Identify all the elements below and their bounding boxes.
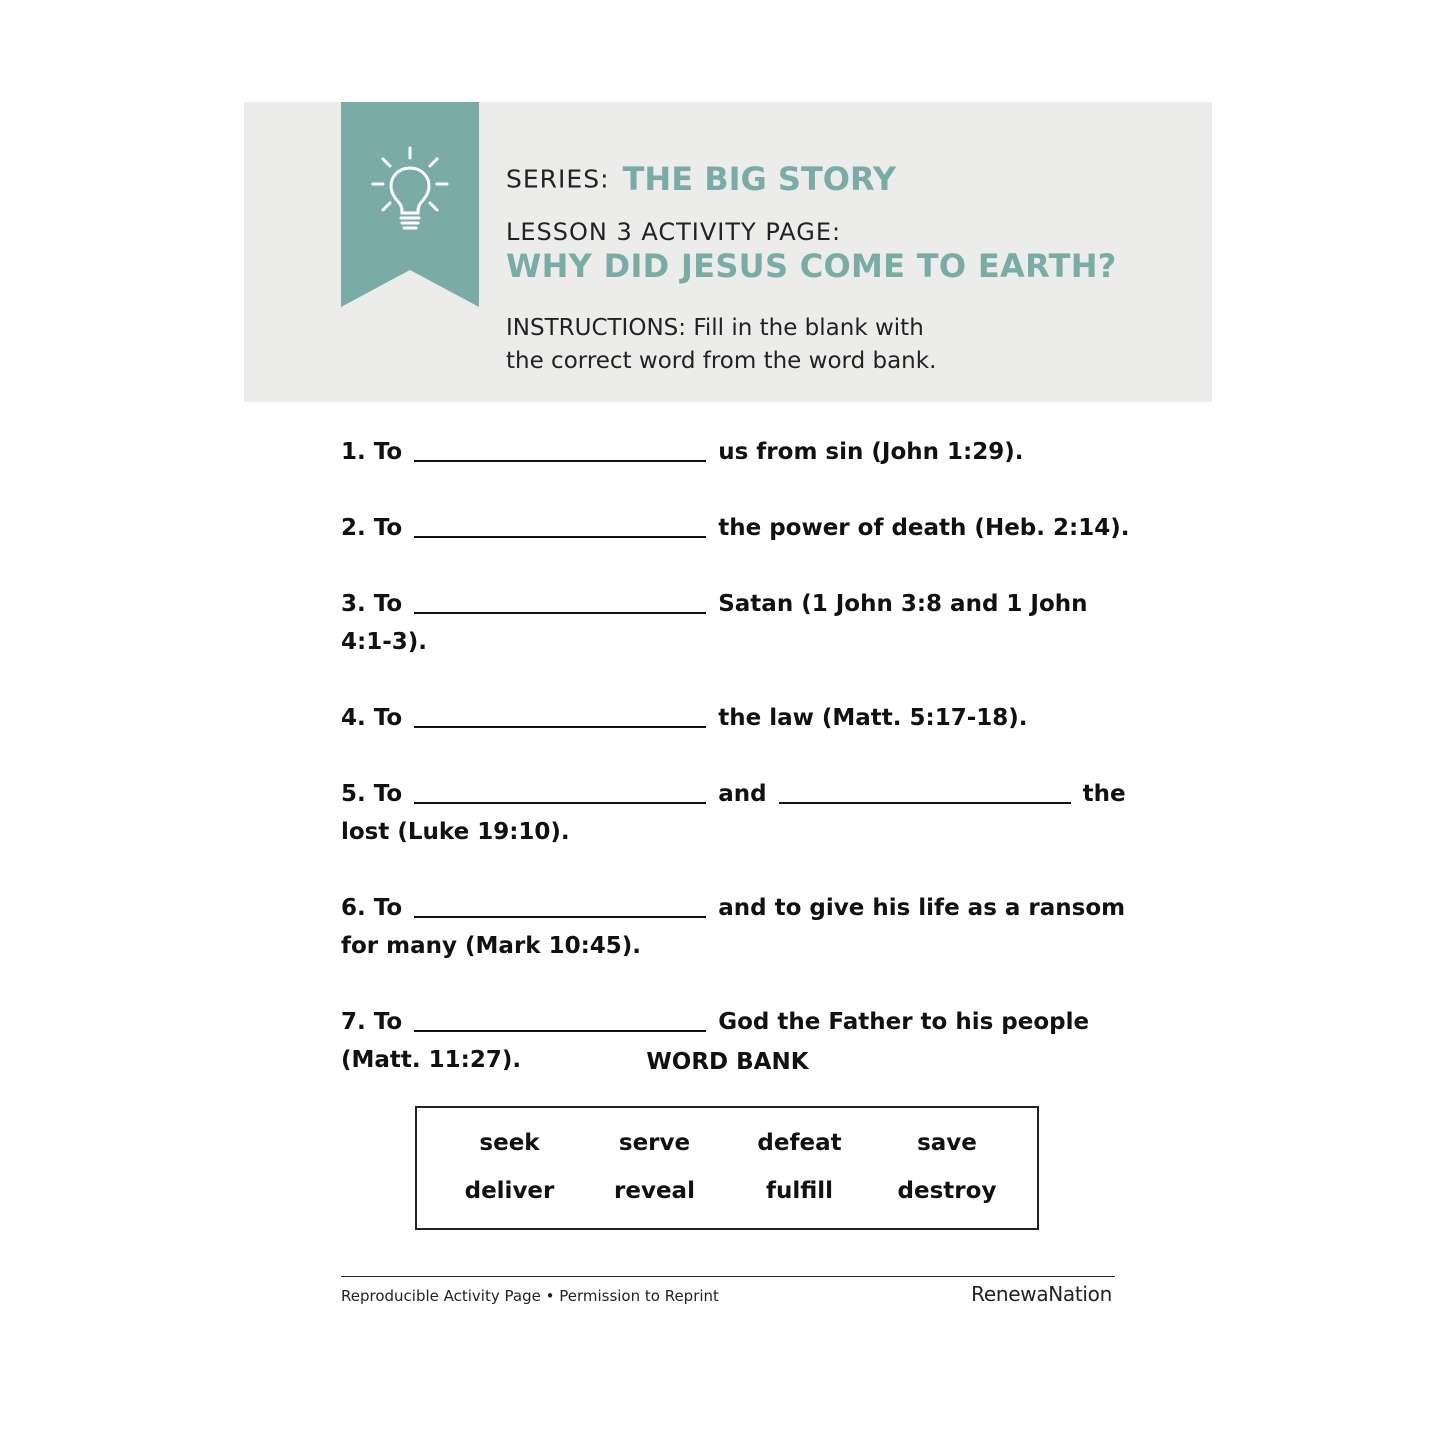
word-bank-word: fulfill [765, 1178, 834, 1204]
series-line [506, 160, 896, 198]
question-suffix: God the Father to his people (Matt. 11:27). [341, 1009, 1090, 1073]
brand-logo: RenewaNation [971, 1282, 1112, 1306]
word-bank-word: destroy [897, 1178, 997, 1204]
question-suffix: the power of death (Heb. 2:14). [718, 515, 1130, 541]
answer-blank[interactable] [414, 586, 706, 614]
word-bank-word: serve [618, 1130, 691, 1156]
answer-blank[interactable] [414, 890, 706, 918]
bookmark-ribbon [341, 102, 479, 307]
answer-blank[interactable] [414, 776, 706, 804]
question-6 [341, 889, 1131, 965]
question-suffix: the lost (Luke 19:10). [341, 781, 1126, 845]
footer-divider [341, 1276, 1115, 1277]
question-1 [341, 433, 1131, 471]
answer-blank[interactable] [414, 1004, 706, 1032]
word-bank-word: save [917, 1130, 977, 1156]
word-bank-word: deliver [464, 1178, 555, 1204]
answer-blank[interactable] [414, 434, 706, 462]
question-suffix: and to give his life as a ransom for many (Mark 10:45). [341, 895, 1126, 959]
question-prefix: 1. To [341, 439, 403, 465]
answer-blank[interactable] [414, 700, 706, 728]
question-4 [341, 699, 1131, 737]
question-2 [341, 509, 1131, 547]
question-prefix: 5. To [341, 781, 403, 807]
question-prefix: 7. To [341, 1009, 403, 1035]
instructions-line-2: the correct word from the word bank. [506, 348, 937, 374]
question-5 [341, 775, 1131, 851]
word-bank-title: WORD BANK [646, 1049, 809, 1075]
instructions [506, 312, 1106, 378]
question-list [341, 433, 1131, 1117]
answer-blank[interactable] [414, 510, 706, 538]
question-3 [341, 585, 1131, 661]
instructions-line-1: INSTRUCTIONS: Fill in the blank with [506, 315, 924, 341]
question-prefix: 4. To [341, 705, 403, 731]
question-suffix: Satan (1 John 3:8 and 1 John 4:1-3). [341, 591, 1088, 655]
question-prefix: 6. To [341, 895, 403, 921]
answer-blank[interactable] [779, 776, 1071, 804]
word-bank-box [415, 1106, 1039, 1230]
question-middle: and [718, 781, 767, 807]
word-bank-grid [437, 1126, 1021, 1208]
series-label: SERIES: [506, 164, 610, 194]
lesson-title: WHY DID JESUS COME TO EARTH? [506, 247, 1117, 285]
question-prefix: 2. To [341, 515, 403, 541]
series-name: THE BIG STORY [622, 160, 897, 198]
lesson-label: LESSON 3 ACTIVITY PAGE: [506, 218, 842, 246]
word-bank-word: defeat [757, 1130, 842, 1156]
word-bank-word: seek [479, 1130, 540, 1156]
question-suffix: us from sin (John 1:29). [718, 439, 1024, 465]
question-suffix: the law (Matt. 5:17-18). [718, 705, 1028, 731]
footer-reprint-note: Reproducible Activity Page • Permission to Reprint [341, 1287, 719, 1305]
question-prefix: 3. To [341, 591, 403, 617]
word-bank-word: reveal [614, 1178, 695, 1204]
